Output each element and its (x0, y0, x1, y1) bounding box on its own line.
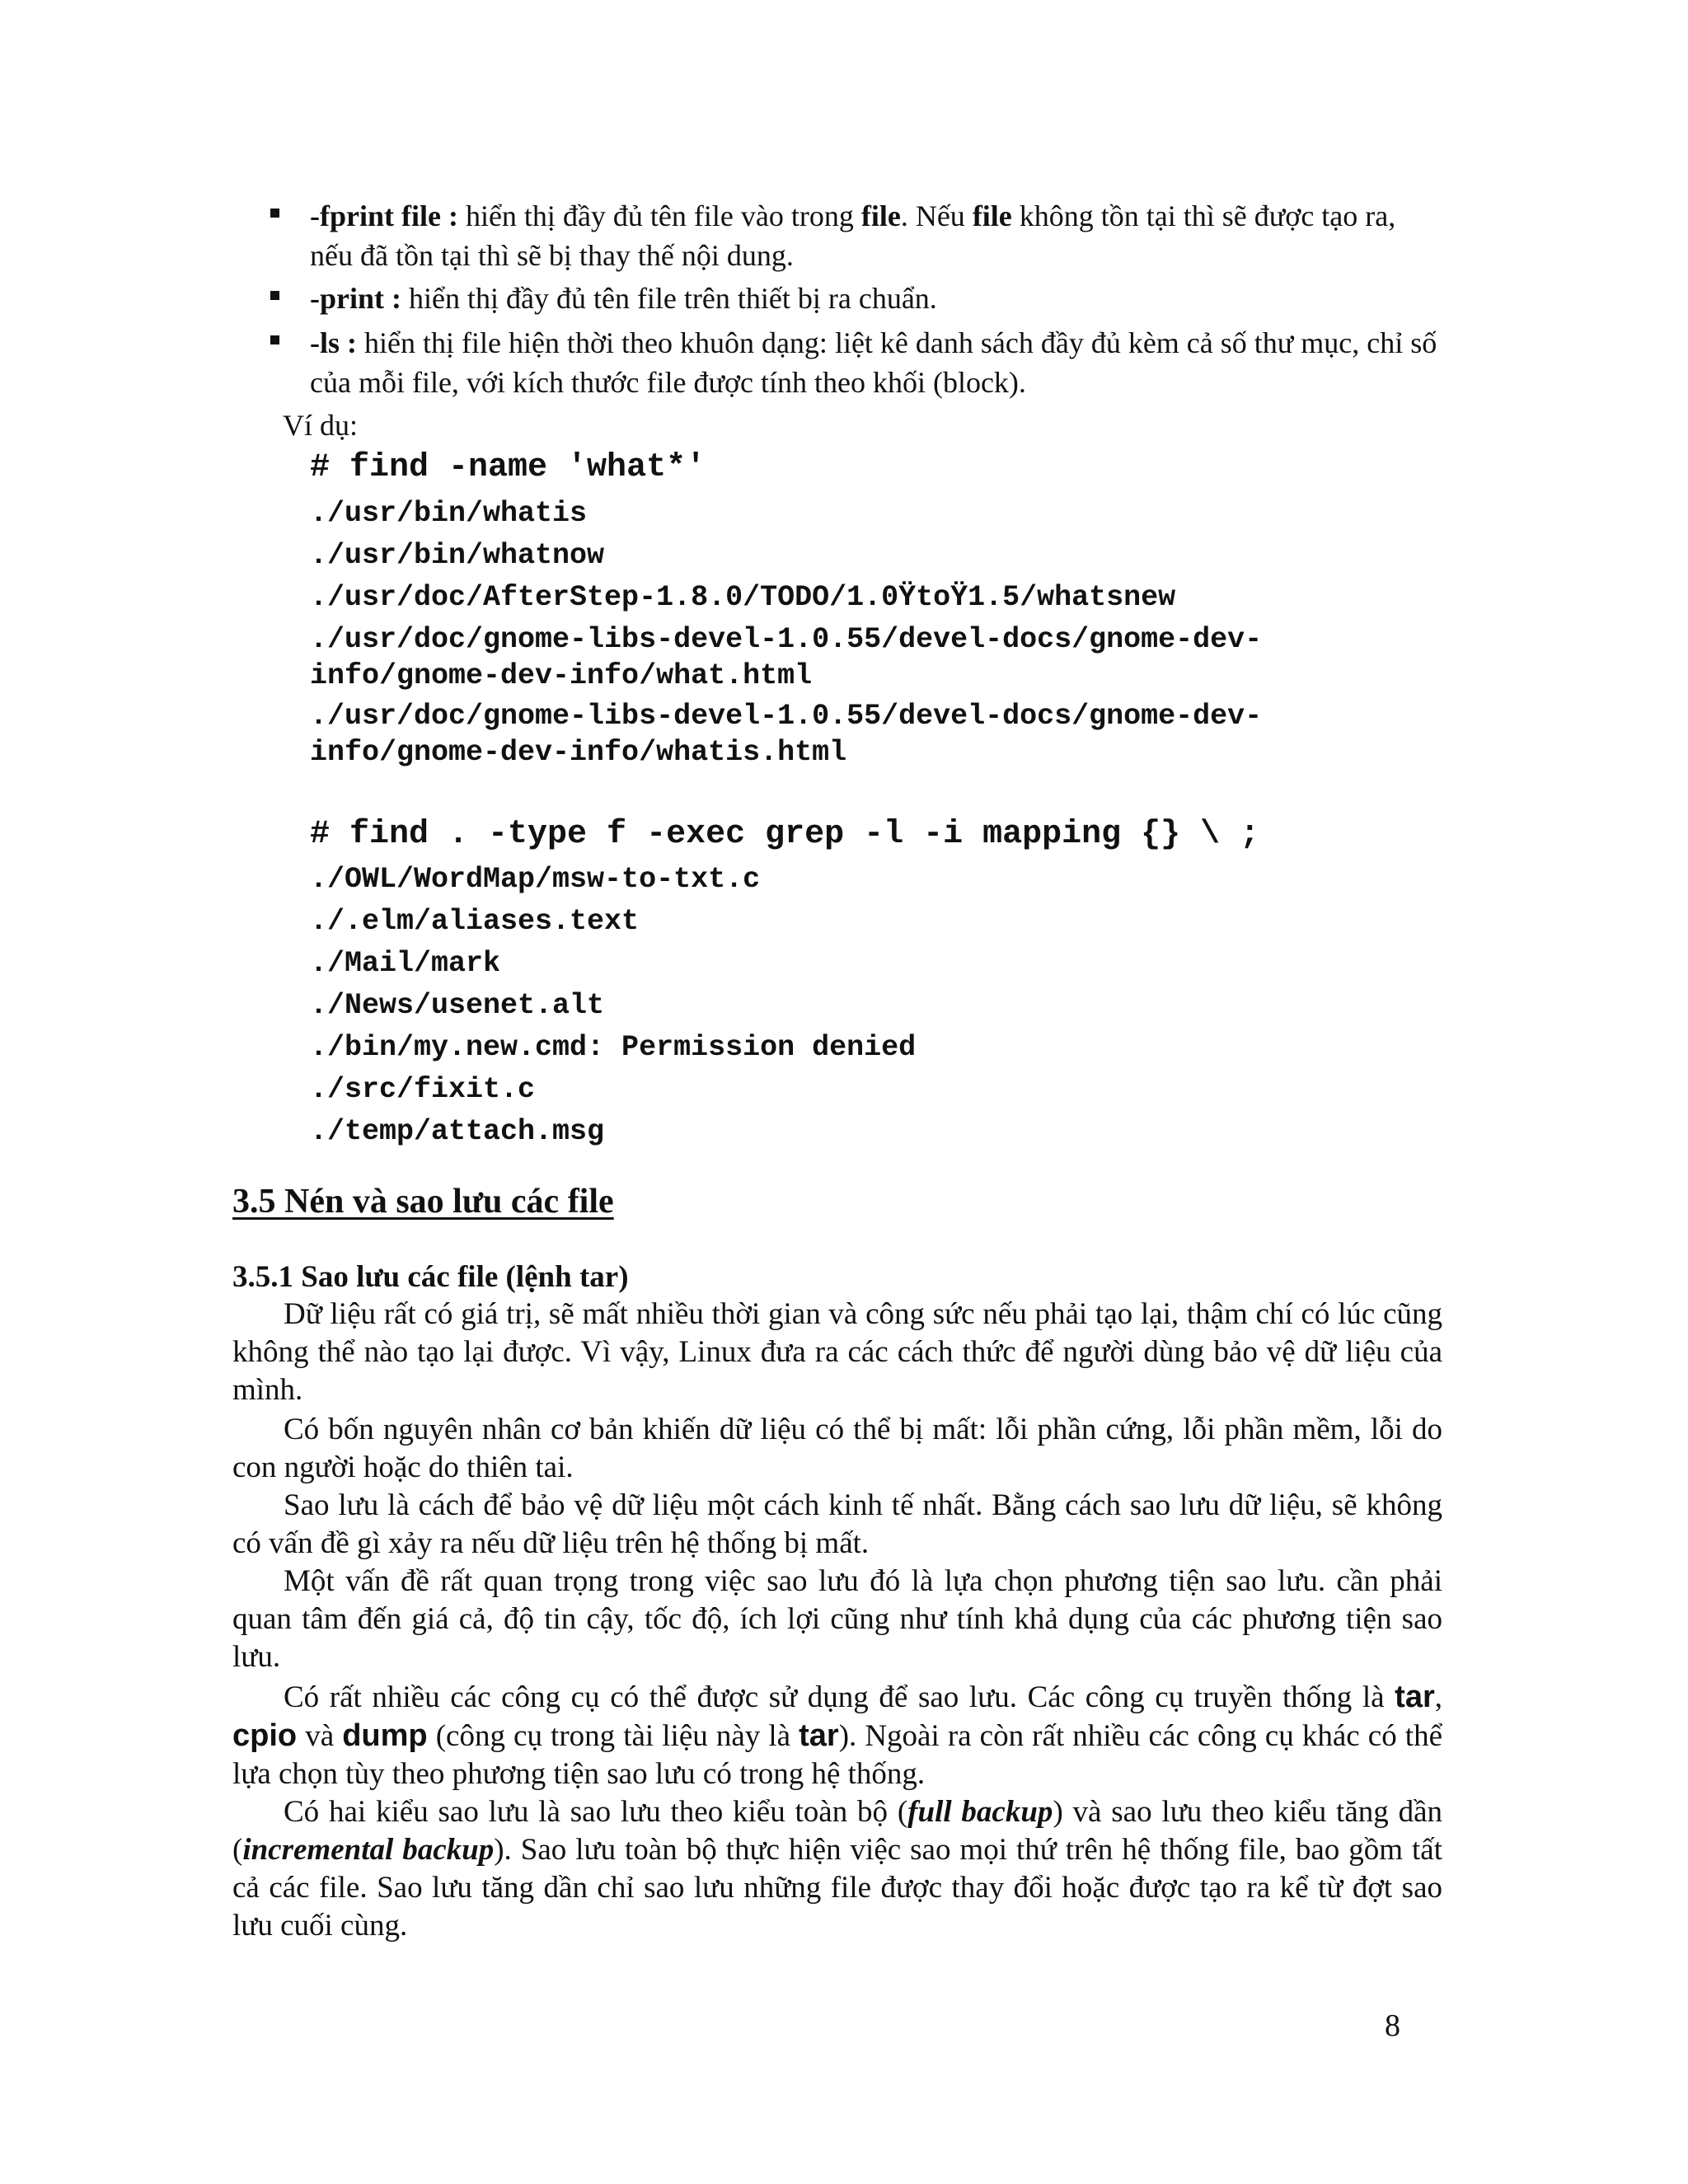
tool-name: tar (799, 1718, 839, 1753)
code-output-line: ./Mail/mark (310, 947, 501, 980)
code-output-line: ./.elm/aliases.text (310, 905, 640, 938)
page-number: 8 (1385, 2008, 1400, 2043)
code-output-line: info/gnome-dev-info/what.html (310, 659, 813, 692)
paragraph-causes: Có bốn nguyên nhân cơ bản khiến dữ liệu có thể bị mất: lỗi phần cứng, lỗi phần mềm, lỗi do con người hoặc do thiên tai. (232, 1413, 1442, 1484)
bullet-square-icon (270, 209, 279, 218)
paragraph-tools: Có rất nhiều các công cụ có thể được sử dụng để sao lưu. Các công cụ truyền thống là tar, cpio và dump (công cụ trong tài liệu này là tar). Ngoài ra còn rất nhiều các công cụ khác có thể lựa chọn tùy theo phương tiện sao lưu có trong hệ thống. (232, 1680, 1442, 1791)
paragraph-intro: Dữ liệu rất có giá trị, sẽ mất nhiều thời gian và công sức nếu phải tạo lại, thậm chí có lúc cũng không thể nào tạo lại được. Vì vậy, Linux đưa ra các cách thức để người dùng bảo vệ dữ liệu của mình. (232, 1297, 1442, 1407)
code-output-line: ./temp/attach.msg (310, 1115, 605, 1148)
code-output-line: ./usr/bin/whatis (310, 497, 588, 530)
term-emphasis: incremental backup (242, 1833, 495, 1867)
bullet-square-icon (270, 335, 279, 344)
code-command: # find -name 'what*' (310, 449, 706, 486)
tool-name: tar (1395, 1680, 1435, 1714)
code-output-line: ./OWL/WordMap/msw-to-txt.c (310, 863, 761, 896)
code-output-line: ./bin/my.new.cmd: Permission denied (310, 1031, 917, 1064)
example-label: Ví dụ: (283, 409, 359, 442)
code-output-line: ./src/fixit.c (310, 1073, 536, 1106)
bullet-ls (270, 323, 1441, 402)
paragraph-media: Một vấn đề rất quan trọng trong việc sao lưu đó là lựa chọn phương tiện sao lưu. cần phải quan tâm đến giá cả, độ tin cậy, tốc độ, ích lợi cũng như tính khả dụng của các phương tiện sao lưu. (232, 1564, 1442, 1674)
paragraph-backup-types: Có hai kiểu sao lưu là sao lưu theo kiểu toàn bộ (full backup) và sao lưu theo kiểu tăng dần (incremental backup). Sao lưu toàn bộ thực hiện việc sao mọi thứ trên hệ thống file, bao gồm tất cả các file. Sao lưu tăng dần chỉ sao lưu những file được thay đổi hoặc được tạo ra kể từ đợt sao lưu cuối cùng. (232, 1795, 1442, 1943)
code-output-line: ./usr/doc/AfterStep-1.8.0/TODO/1.0ŸtoŸ1.5/whatsnew (310, 581, 1176, 614)
code-output-line: ./usr/bin/whatnow (310, 539, 605, 572)
option-term: -ls : (310, 326, 357, 359)
bullet-square-icon (270, 291, 279, 300)
code-output-line: ./News/usenet.alt (310, 989, 605, 1022)
option-term: -print : (310, 282, 401, 315)
bullet-text: -fprint file : hiển thị đầy đủ tên file vào trong file. Nếu file không tồn tại thì sẽ được tạo ra, nếu đã tồn tại thì sẽ bị thay thế nội dung. (310, 199, 1396, 272)
bullet-print (270, 279, 1441, 318)
tool-name: dump (342, 1718, 428, 1753)
option-term: -fprint file : (310, 199, 458, 232)
bullet-fprint (270, 196, 1441, 275)
paragraph-backup-economy: Sao lưu là cách để bảo vệ dữ liệu một cách kinh tế nhất. Bằng cách sao lưu dữ liệu, sẽ không có vấn đề gì xảy ra nếu dữ liệu trên hệ thống bị mất. (232, 1488, 1442, 1560)
code-command: # find . -type f -exec grep -l -i mapping {} \ ; (310, 816, 1260, 853)
code-output-line: info/gnome-dev-info/whatis.html (310, 736, 847, 769)
term-emphasis: full backup (907, 1795, 1053, 1829)
code-output-line: ./usr/doc/gnome-libs-devel-1.0.55/devel-docs/gnome-dev- (310, 623, 1263, 656)
bullet-text: -print : hiển thị đầy đủ tên file trên thiết bị ra chuẩn. (310, 282, 937, 315)
section-heading: 3.5 Nén và sao lưu các file (232, 1183, 614, 1221)
code-output-line: ./usr/doc/gnome-libs-devel-1.0.55/devel-docs/gnome-dev- (310, 700, 1263, 733)
subsection-heading: 3.5.1 Sao lưu các file (lệnh tar) (232, 1260, 629, 1294)
tool-name: cpio (232, 1718, 298, 1753)
bullet-text: -ls : hiển thị file hiện thời theo khuôn dạng: liệt kê danh sách đầy đủ kèm cả số thư mục, chỉ số của mỗi file, với kích thước file được tính theo khối (block). (310, 326, 1437, 399)
